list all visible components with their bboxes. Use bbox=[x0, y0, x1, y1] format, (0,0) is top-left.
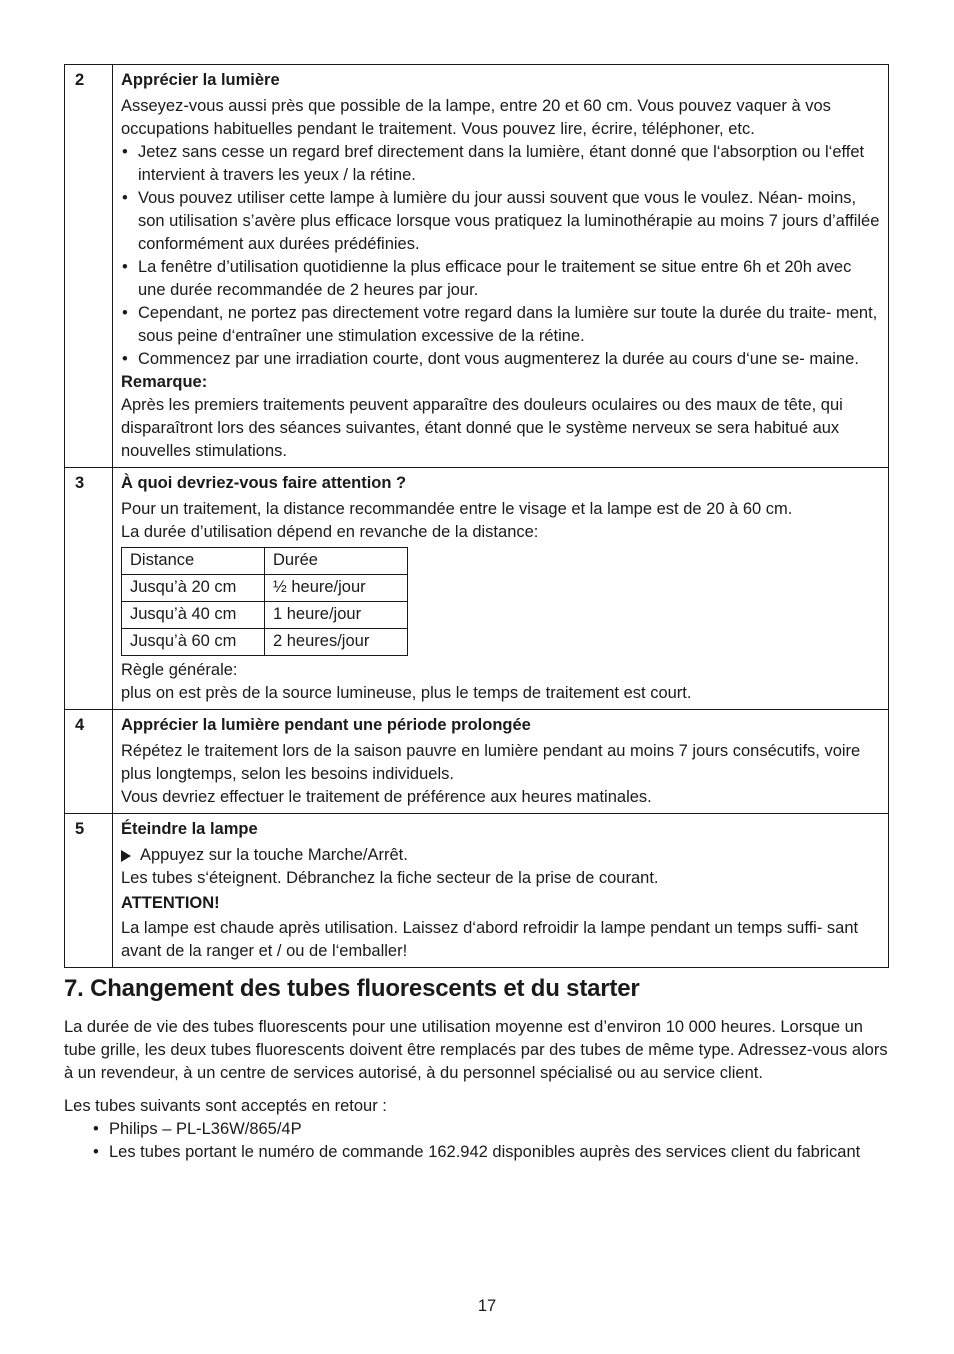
step-row-2 bbox=[65, 65, 889, 468]
step-row-3 bbox=[65, 468, 889, 710]
step-bullet-list bbox=[121, 141, 880, 371]
table-header-cell: Distance bbox=[122, 548, 265, 575]
table-cell: Jusqu’à 60 cm bbox=[122, 629, 265, 656]
remark-label: Remarque: bbox=[121, 373, 208, 391]
duration-table bbox=[121, 547, 408, 656]
section-heading: 7. Changement des tubes fluorescents et du starter bbox=[64, 975, 640, 1002]
accepted-label: Les tubes suivants sont acceptés en retour : bbox=[64, 1097, 387, 1115]
table-cell: Jusqu’à 20 cm bbox=[122, 575, 265, 602]
section-intro: La durée de vie des tubes fluorescents pour une utilisation moyenne est d’environ 10 000 heures. Lorsque un tube grille, les deux tubes fluorescents doivent être remplacés par des tubes de même type. Adressez-vous alors à un revendeur, à un centre de services autorisé, à du personnel spécialisé ou au service client. bbox=[64, 1018, 888, 1082]
manual-page bbox=[64, 64, 889, 1164]
step-text: Les tubes s‘éteignent. Débranchez la fiche secteur de la prise de courant. bbox=[121, 869, 659, 887]
step-title: Apprécier la lumière bbox=[121, 71, 280, 89]
page-number: 17 bbox=[477, 1297, 497, 1315]
table-row bbox=[122, 602, 408, 629]
step-text: Vous devriez effectuer le traitement de préférence aux heures matinales. bbox=[121, 788, 652, 806]
table-header-row bbox=[122, 548, 408, 575]
step-text: Répétez le traitement lors de la saison pauvre en lumière pendant au moins 7 jours consécutifs, voire plus longtemps, selon les besoins individuels. bbox=[121, 742, 861, 783]
action-text: Appuyez sur la touche Marche/Arrêt. bbox=[140, 846, 408, 864]
step-title: Apprécier la lumière pendant une période prolongée bbox=[121, 716, 531, 734]
table-row bbox=[122, 575, 408, 602]
step-number: 3 bbox=[65, 468, 113, 710]
section-body bbox=[64, 1016, 889, 1164]
remark-text: Après les premiers traitements peuvent apparaître des douleurs oculaires ou des maux de tête, qui disparaîtront lors des séances suivantes, étant donné que le système nerveux se sera habitué aux nouvelles stimulations. bbox=[121, 396, 843, 460]
step-content bbox=[113, 65, 889, 468]
step-number: 2 bbox=[65, 65, 113, 468]
table-cell: 1 heure/jour bbox=[265, 602, 408, 629]
step-content bbox=[113, 710, 889, 814]
step-title: Éteindre la lampe bbox=[121, 820, 258, 838]
step-title: À quoi devriez-vous faire attention ? bbox=[121, 474, 407, 492]
list-item: • Jetez sans cesse un regard bref directement dans la lumière, étant donné que l‘absorption ou l‘effet intervient à travers les yeux / la rétine. bbox=[121, 141, 880, 187]
list-item: • Philips – PL-L36W/865/4P bbox=[92, 1118, 889, 1141]
attention-label: ATTENTION! bbox=[121, 894, 220, 912]
step-content bbox=[113, 814, 889, 968]
play-arrow-icon bbox=[121, 850, 131, 862]
step-content bbox=[113, 468, 889, 710]
rule-label: Règle générale: bbox=[121, 661, 238, 679]
accepted-list bbox=[64, 1118, 889, 1164]
list-item: • Cependant, ne portez pas directement votre regard dans la lumière sur toute la durée du traite- ment, sous peine d‘entraîner une stimulation excessive de la rétine. bbox=[121, 302, 880, 348]
list-item: • Commencez par une irradiation courte, dont vous augmenterez la durée au cours d‘une se- maine. bbox=[121, 348, 880, 371]
step-intro: Asseyez-vous aussi près que possible de la lampe, entre 20 et 60 cm. Vous pouvez vaquer à vos occupations habituelles pendant le traitement. Vous pouvez lire, écrire, téléphoner, etc. bbox=[121, 97, 831, 138]
rule-text: plus on est près de la source lumineuse, plus le temps de traitement est court. bbox=[121, 684, 692, 702]
table-row bbox=[122, 629, 408, 656]
table-cell: ½ heure/jour bbox=[265, 575, 408, 602]
step-number: 4 bbox=[65, 710, 113, 814]
step-number: 5 bbox=[65, 814, 113, 968]
steps-table bbox=[64, 64, 889, 968]
step-row-5 bbox=[65, 814, 889, 968]
action-line bbox=[121, 844, 880, 867]
table-cell: 2 heures/jour bbox=[265, 629, 408, 656]
step-text: La durée d’utilisation dépend en revanche de la distance: bbox=[121, 523, 539, 541]
step-row-4 bbox=[65, 710, 889, 814]
list-item: • La fenêtre d’utilisation quotidienne la plus efficace pour le traitement se situe entre 6h et 20h avec une durée recommandée de 2 heures par jour. bbox=[121, 256, 880, 302]
list-item: • Les tubes portant le numéro de commande 162.942 disponibles auprès des services client du fabricant bbox=[92, 1141, 889, 1164]
table-cell: Jusqu’à 40 cm bbox=[122, 602, 265, 629]
step-text: Pour un traitement, la distance recommandée entre le visage et la lampe est de 20 à 60 cm. bbox=[121, 500, 793, 518]
list-item: • Vous pouvez utiliser cette lampe à lumière du jour aussi souvent que vous le voulez. Néan- moins, son utilisation s’avère plus efficace lorsque vous pratiquez la luminothérapie au moins 7 jours d’affilée conformément aux durées prédéfinies. bbox=[121, 187, 880, 256]
attention-text: La lampe est chaude après utilisation. Laissez d‘abord refroidir la lampe pendant un temps suffi- sant avant de la ranger et / ou de l‘emballer! bbox=[121, 919, 859, 960]
table-header-cell: Durée bbox=[265, 548, 408, 575]
